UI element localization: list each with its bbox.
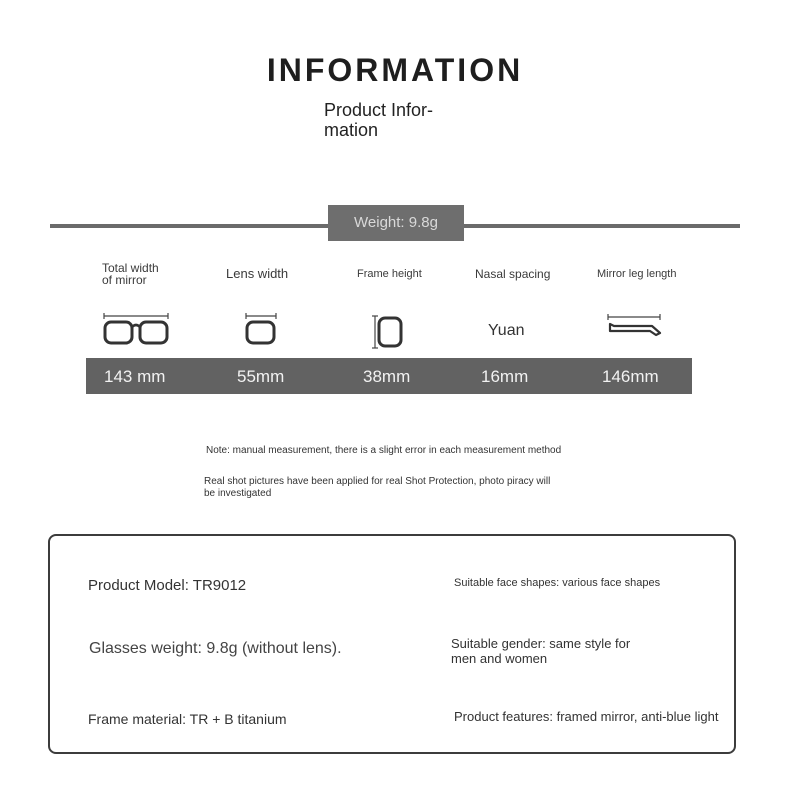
temple-arm-icon	[606, 314, 662, 338]
spec-face-shapes: Suitable face shapes: various face shapes	[454, 577, 661, 589]
copyright-note-line-2: be investigated	[204, 488, 272, 499]
measurement-note: Note: manual measurement, there is a slight error in each measurement method	[206, 445, 562, 456]
value-frame-height: 38mm	[363, 367, 411, 386]
weight-badge: Weight: 9.8g	[328, 205, 464, 241]
copyright-note-line-1: Real shot pictures have been applied for real Shot Protection, photo piracy will	[204, 476, 551, 487]
spec-gender-line-2: men and women	[451, 651, 548, 666]
value-nasal-spacing: 16mm	[481, 367, 529, 386]
label-total-width-line-1: Total width	[102, 261, 159, 275]
subtitle-line-2: mation	[324, 120, 379, 140]
label-total-width	[102, 262, 159, 286]
value-mirror-leg-length: 146mm	[602, 367, 659, 386]
spec-gender	[451, 636, 630, 666]
value-total-width: 143 mm	[104, 367, 166, 386]
label-frame-height: Frame height	[357, 268, 422, 280]
spec-product-model: Product Model: TR9012	[88, 577, 247, 594]
spec-glasses-weight: Glasses weight: 9.8g (without lens).	[89, 640, 342, 657]
glasses-front-icon	[102, 312, 170, 346]
frame-height-icon	[372, 312, 406, 352]
subtitle-line-1: Product Infor-	[324, 100, 434, 120]
spec-frame-material: Frame material: TR + B titanium	[88, 711, 287, 727]
label-nasal-spacing: Nasal spacing	[475, 267, 551, 281]
page-subtitle	[324, 100, 464, 140]
spec-features: Product features: framed mirror, anti-blue light	[454, 709, 719, 724]
single-lens-icon	[244, 312, 278, 346]
label-total-width-line-2: of mirror	[102, 273, 147, 287]
copyright-note	[204, 476, 604, 500]
value-lens-width: 55mm	[237, 367, 285, 386]
nasal-spacing-icon-text: Yuan	[488, 322, 525, 339]
measurement-bar	[86, 358, 692, 394]
spec-gender-line-1: Suitable gender: same style for	[451, 636, 631, 651]
label-mirror-leg-length: Mirror leg length	[597, 268, 677, 280]
page-title: INFORMATION	[266, 52, 524, 88]
label-lens-width: Lens width	[226, 266, 289, 281]
